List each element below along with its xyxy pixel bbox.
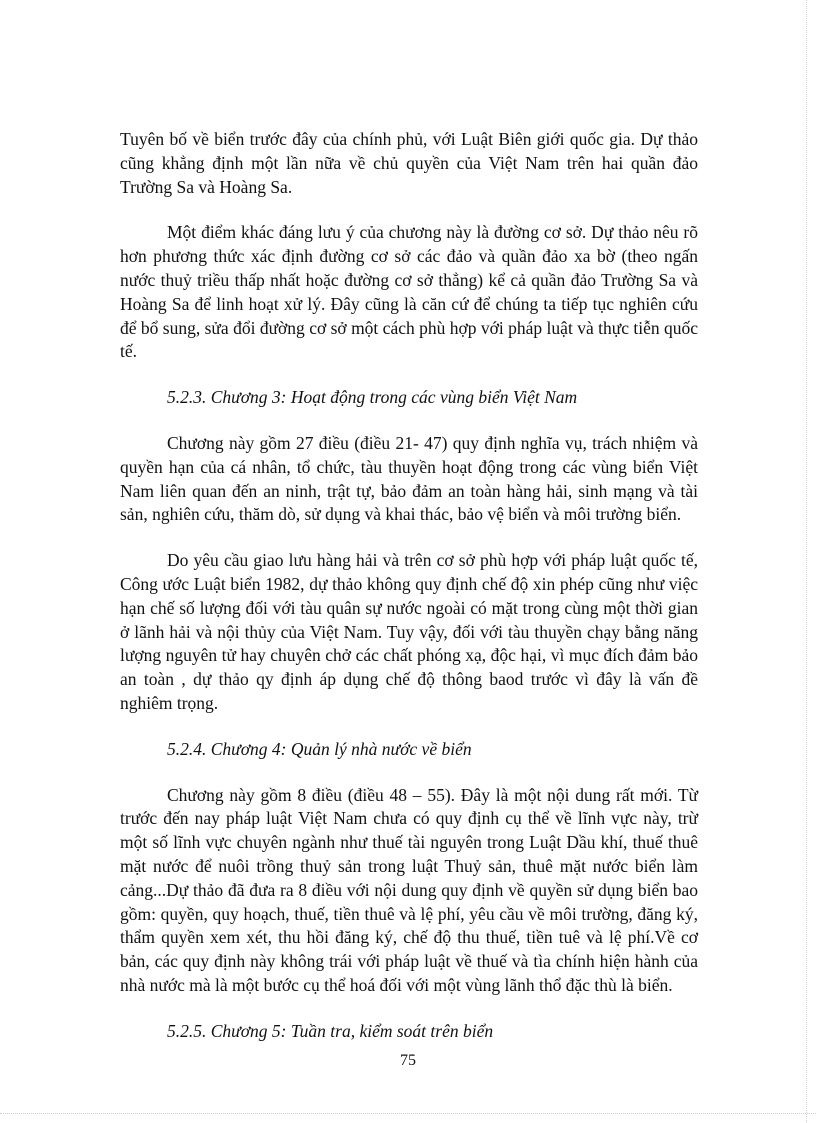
- paragraph-maritime-exchange: Do yêu cầu giao lưu hàng hải và trên cơ sở phù hợp với pháp luật quốc tế, Công ước Luật biển 1982, dự thảo không quy định chế độ xin phép cũng như việc hạn chế số lượng đối với tàu quân sự nước ngoài có mặt trong cùng một thời gian ở lãnh hải và nội thủy của Việt Nam. Tuy vậy, đối với tàu thuyền chạy bằng năng lượng nguyên tử hay chuyên chở các chất phóng xạ, độc hại, vì mục đích đảm bảo an toàn , dự thảo qy định áp dụng chế độ thông baod trước vì đây là vấn đề nghiêm trọng.: [120, 550, 698, 713]
- right-dotted-rule: [806, 0, 807, 1123]
- bottom-dotted-rule: [0, 1113, 816, 1114]
- heading-chapter-3: 5.2.3. Chương 3: Hoạt động trong các vùng biển Việt Nam: [167, 387, 578, 408]
- document-body: [120, 128, 698, 1044]
- paragraph-baseline: Một điểm khác đáng lưu ý của chương này là đường cơ sở. Dự thảo nêu rõ hơn phương thức xác định đường cơ sở các đảo và quần đảo xa bờ (theo ngấn nước thuỷ triều thấp nhất hoặc đường cơ sở thẳng) kể cả quần đảo Trường Sa và Hoàng Sa để linh hoạt xử lý. Đây cũng là căn cứ để chúng ta tiếp tục nghiên cứu để bổ sung, sửa đổi đường cơ sở một cách phù hợp với pháp luật và thực tiễn quốc tế.: [120, 222, 698, 362]
- heading-chapter-5: 5.2.5. Chương 5: Tuần tra, kiểm soát trên biển: [167, 1020, 494, 1041]
- page-number: 75: [400, 1052, 416, 1069]
- paragraph-chapter-3-summary: Chương này gồm 27 điều (điều 21- 47) quy định nghĩa vụ, trách nhiệm và quyền hạn của cá nhân, tổ chức, tàu thuyền hoạt động trong các vùng biển Việt Nam liên quan đến an ninh, trật tự, bảo đảm an toàn hàng hải, sinh mạng và tài sản, nghiên cứu, thăm dò, sử dụng và khai thác, bảo vệ biển và môi trường biển.: [120, 432, 698, 525]
- paragraph-chapter-4-summary: Chương này gồm 8 điều (điều 48 – 55). Đây là một nội dung rất mới. Từ trước đến nay pháp luật Việt Nam chưa có quy định cụ thể về lĩnh vực này, trừ một số lĩnh vực chuyên ngành như thuế tài nguyên trong Luật Dầu khí, thuế thuê mặt nước để nuôi trồng thuỷ sản trong luật Thuỷ sản, thuê mặt nước biển làm cảng...Dự thảo đã đưa ra 8 điều với nội dung quy định về quyền sử dụng biển bao gồm: quyền, quy hoạch, thuế, tiền thuê và lệ phí, yêu cầu về môi trường, đăng ký, thẩm quyền xem xét, thu hồi đăng ký, chế độ thu thuế, tiền tuê và lệ phí.Về cơ bản, các quy định này không trái với pháp luật về thuế và tìa chính hiện hành của nhà nước mà là một bước cụ thể hoá đối với một vùng lãnh thổ đặc thù là biển.: [120, 784, 698, 995]
- heading-chapter-4: 5.2.4. Chương 4: Quản lý nhà nước về biển: [167, 738, 472, 759]
- paragraph-continuation: Tuyên bố về biển trước đây của chính phủ, với Luật Biên giới quốc gia. Dự thảo cũng khẳng định một lần nữa về chủ quyền của Việt Nam trên hai quần đảo Trường Sa và Hoàng Sa.: [120, 129, 698, 197]
